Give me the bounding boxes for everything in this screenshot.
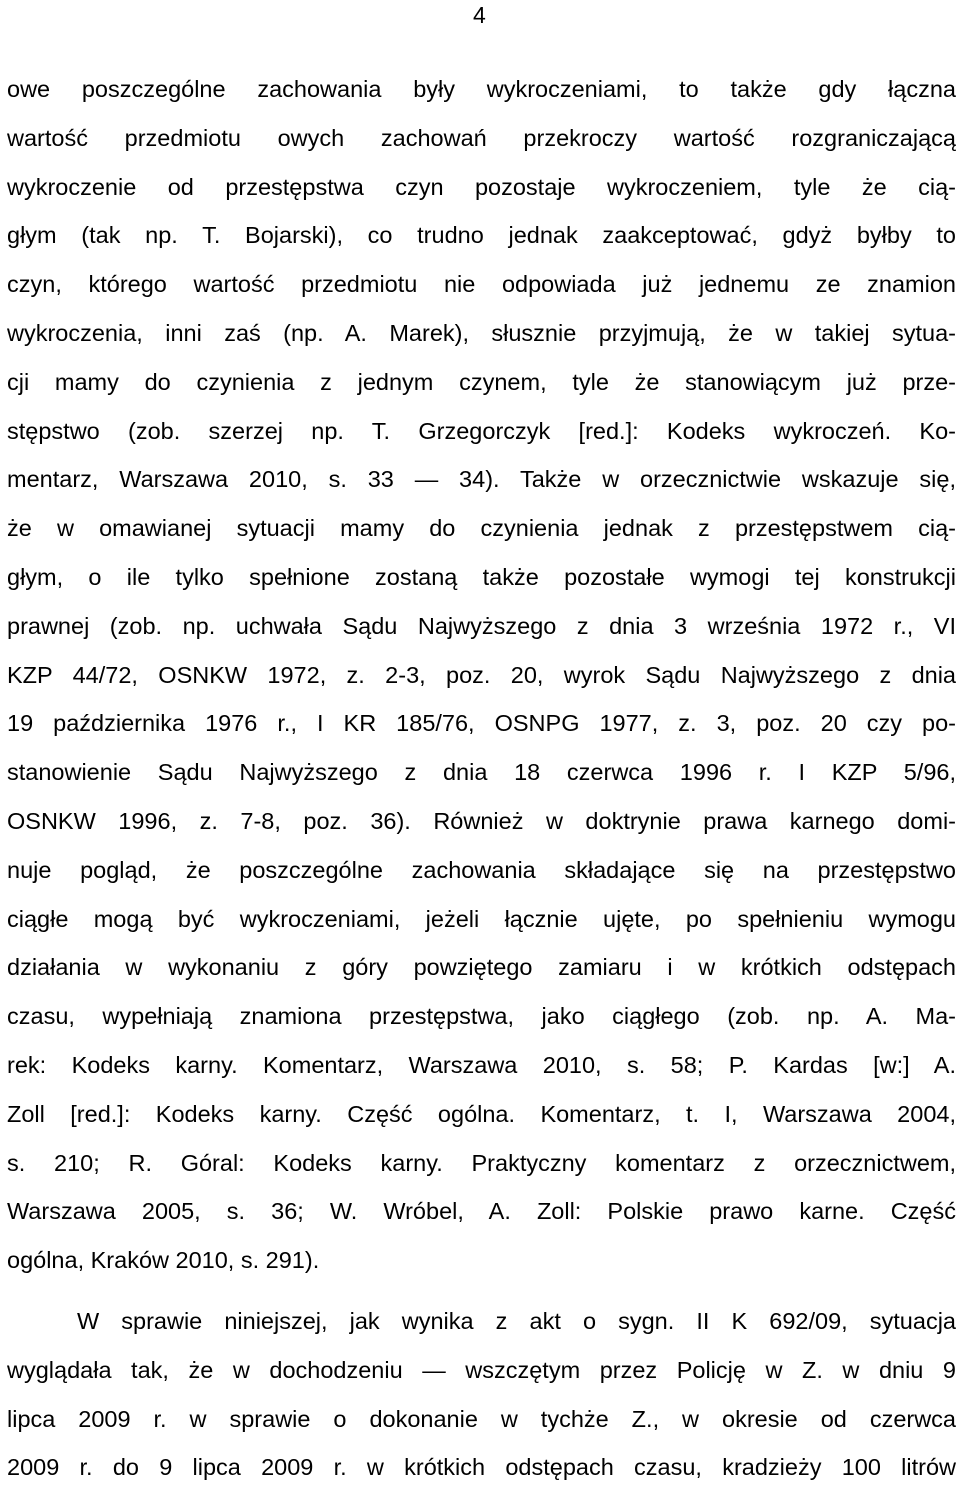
text-line: czasu, wypełniają znamiona przestępstwa, jako ciągłego (zob. np. A. Ma-: [7, 1003, 956, 1030]
text-line: wartość przedmiotu owych zachowań przekroczy wartość rozgraniczającą: [7, 124, 956, 151]
text-line: OSNKW 1996, z. 7-8, poz. 36). Również w doktrynie prawa karnego domi-: [7, 807, 956, 834]
text-line: głym (tak np. T. Bojarski), co trudno jednak zaakceptować, gdyż byłby to: [7, 222, 956, 249]
text-line: wykroczenie od przestępstwa czyn pozostaje wykroczeniem, tyle że cią-: [7, 173, 956, 200]
text-line: wykroczenia, inni zaś (np. A. Marek), słusznie przyjmują, że w takiej sytua-: [7, 319, 956, 346]
text-line: prawnej (zob. np. uchwała Sądu Najwyższego z dnia 3 września 1972 r., VI: [7, 612, 956, 639]
text-line: W sprawie niniejszej, jak wynika z akt o sygn. II K 692/09, sytuacja: [77, 1307, 956, 1334]
text-line: KZP 44/72, OSNKW 1972, z. 2-3, poz. 20, wyrok Sądu Najwyższego z dnia: [7, 661, 956, 688]
text-line: ciągłe mogą być wykroczeniami, jeżeli łącznie ujęte, po spełnieniu wymogu: [7, 905, 956, 932]
text-line: cji mamy do czynienia z jednym czynem, tyle że stanowiącym już prze-: [7, 368, 956, 395]
text-line: stępstwo (zob. szerzej np. T. Grzegorczyk [red.]: Kodeks wykroczeń. Ko-: [7, 417, 956, 444]
text-line: Zoll [red.]: Kodeks karny. Część ogólna. Komentarz, t. I, Warszawa 2004,: [7, 1100, 956, 1127]
text-line: s. 210; R. Góral: Kodeks karny. Praktyczny komentarz z orzecznictwem,: [7, 1149, 956, 1176]
text-line: czyn, którego wartość przedmiotu nie odpowiada już jednemu ze znamion: [7, 271, 956, 298]
text-line: ogólna, Kraków 2010, s. 291).: [7, 1247, 320, 1274]
page-body: [7, 65, 956, 1492]
page-number: 4: [473, 2, 486, 28]
paragraph-spacer: [7, 1285, 956, 1297]
text-line: Warszawa 2005, s. 36; W. Wróbel, A. Zoll: Polskie prawo karne. Część: [7, 1198, 956, 1225]
paragraph-2: [7, 1297, 956, 1492]
text-line: nuje pogląd, że poszczególne zachowania składające się na przestępstwo: [7, 856, 956, 883]
text-line: mentarz, Warszawa 2010, s. 33 — 34). Także w orzecznictwie wskazuje się,: [7, 466, 956, 493]
text-line: owe poszczególne zachowania były wykroczeniami, to także gdy łączna: [7, 76, 956, 102]
paragraph-1: [7, 65, 956, 1285]
text-line: lipca 2009 r. w sprawie o dokonanie w tychże Z., w okresie od czerwca: [7, 1405, 956, 1432]
text-line: 2009 r. do 9 lipca 2009 r. w krótkich odstępach czasu, kradzieży 100 litrów: [7, 1454, 956, 1481]
text-line: wyglądała tak, że w dochodzeniu — wszczętym przez Policję w Z. w dniu 9: [7, 1356, 956, 1383]
text-line: 19 października 1976 r., I KR 185/76, OSNPG 1977, z. 3, poz. 20 czy po-: [7, 710, 956, 737]
text-line: stanowienie Sądu Najwyższego z dnia 18 czerwca 1996 r. I KZP 5/96,: [7, 759, 956, 786]
text-line: działania w wykonaniu z góry powziętego zamiaru i w krótkich odstępach: [7, 954, 956, 981]
text-line: głym, o ile tylko spełnione zostaną także pozostałe wymogi tej konstrukcji: [7, 563, 956, 590]
text-line: rek: Kodeks karny. Komentarz, Warszawa 2010, s. 58; P. Kardas [w:] A.: [7, 1051, 956, 1078]
text-line: że w omawianej sytuacji mamy do czynienia jednak z przestępstwem cią-: [7, 515, 956, 542]
